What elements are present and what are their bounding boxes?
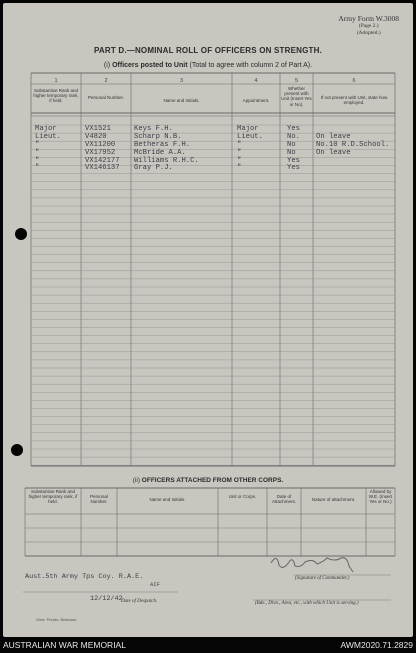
officer-number-cell: VX142177: [85, 157, 120, 165]
archive-caption-left: AUSTRALIAN WAR MEMORIAL: [3, 640, 126, 650]
form-number: Army Form W.3008: [338, 14, 399, 23]
form-adopted: (Adopted.): [356, 30, 381, 36]
officer-number-cell: VX146137: [85, 164, 120, 172]
officer-appointment-cell: ": [237, 141, 242, 149]
officer-rank-cell: ": [35, 157, 40, 165]
form-page: (Page 2.): [358, 23, 379, 29]
section1-heading-bold: Officers posted to Unit: [112, 62, 188, 69]
officer-number-cell: VX1521: [85, 125, 111, 133]
section1-heading-num: (i): [103, 62, 111, 69]
officer-rank-cell: Lieut.: [35, 133, 61, 141]
officer-appointment-cell: Lieut.: [237, 133, 263, 141]
header-appointment: Appointment.: [242, 98, 270, 103]
section2-heading-text: OFFICERS ATTACHED FROM OTHER CORPS.: [141, 477, 284, 484]
officer-employed-cell: On leave: [316, 133, 351, 141]
officer-appointment-cell: ": [237, 149, 242, 157]
officer-number-cell: VX11200: [85, 141, 116, 149]
officer-number-cell: V4820: [85, 133, 107, 141]
officer-appointment-cell: Major: [237, 125, 259, 133]
officer-rank-cell: ": [35, 149, 40, 157]
col-num-1: 1: [54, 78, 58, 84]
officer-number-cell: VX17952: [85, 149, 116, 157]
signature-caption: (Signature of Commander.): [295, 576, 350, 581]
officer-present-cell: No: [287, 141, 296, 149]
s2-header-date: Date of Attachment.: [271, 494, 296, 505]
officer-name-cell: Betheras F.H.: [134, 141, 191, 149]
officer-present-cell: No.: [287, 133, 300, 141]
officer-name-cell: Gray P.J.: [134, 164, 173, 172]
form-title: PART D.—NOMINAL ROLL OF OFFICERS ON STRENGTH.: [93, 46, 323, 55]
form-sheet: [3, 3, 413, 637]
officer-appointment-cell: ": [237, 157, 242, 165]
s2-header-nature: Nature of attachment.: [311, 497, 356, 502]
col-num-5: 5: [294, 78, 299, 84]
archive-caption-right: AWM2020.71.2829: [340, 640, 413, 650]
s2-header-personal-number: Personal Number.: [90, 494, 108, 505]
officer-present-cell: Yes: [287, 157, 300, 165]
officer-rank-cell: Major: [35, 125, 57, 133]
date-caption: Date of Despatch.: [121, 599, 158, 604]
punch-hole-upper: [15, 228, 27, 240]
section1-heading-rest: (Total to agree with column 2 of Part A).: [189, 62, 313, 69]
header-rank: Substantive Rank and higher temporary rank, if held.: [33, 88, 79, 104]
aif-mark: AIF: [150, 581, 160, 588]
col-num-2: 2: [104, 78, 108, 84]
col-num-3: 3: [179, 78, 184, 84]
col-num-6: 6: [352, 78, 356, 84]
officer-employed-cell: On leave: [316, 149, 351, 157]
officer-rank-cell: ": [35, 164, 40, 172]
col-num-4: 4: [254, 78, 258, 84]
unit-caption: (Bde., Divn., Area, etc., with which Unit is serving.): [255, 601, 359, 606]
officer-present-cell: Yes: [287, 164, 300, 172]
s2-header-allowed: Allowed by W.E. (Insert Yes or No.): [368, 489, 393, 505]
officer-appointment-cell: ": [237, 164, 242, 172]
s2-header-unit: Unit or Corps.: [228, 494, 257, 499]
section2-heading-num: (ii): [132, 477, 140, 484]
officer-present-cell: No: [287, 149, 296, 157]
officer-name-cell: Keys F.H.: [134, 125, 173, 133]
printer-imprint: Gest. Printer, Brisbane.: [36, 617, 78, 622]
punch-hole-lower: [11, 444, 23, 456]
officer-name-cell: Williams R.H.C.: [134, 157, 199, 165]
header-personal-number: Personal Number.: [87, 95, 125, 100]
officer-employed-cell: No.10 R.D.School.: [316, 141, 390, 149]
s2-header-name: Name and Initials.: [149, 497, 186, 502]
date-typed: 12/12/42: [90, 595, 123, 603]
officer-present-cell: Yes: [287, 125, 300, 133]
header-employed: If not present with Unit, state how employed.: [320, 95, 388, 106]
unit-typed: Aust.5th Army Tps Coy. R.A.E.: [25, 573, 144, 581]
officer-rank-cell: ": [35, 141, 40, 149]
header-present: Whether present with Unit (Insert Yes or No).: [281, 86, 312, 107]
section2-heading: [3, 477, 413, 484]
officer-name-cell: McBride A.A.: [134, 149, 186, 157]
s2-header-rank: Substantive Rank and higher temporary rank, if held.: [28, 489, 78, 505]
header-name: Name and Initials.: [163, 98, 200, 103]
commander-signature: [271, 558, 353, 572]
officer-name-cell: Scharp N.B.: [134, 133, 182, 141]
